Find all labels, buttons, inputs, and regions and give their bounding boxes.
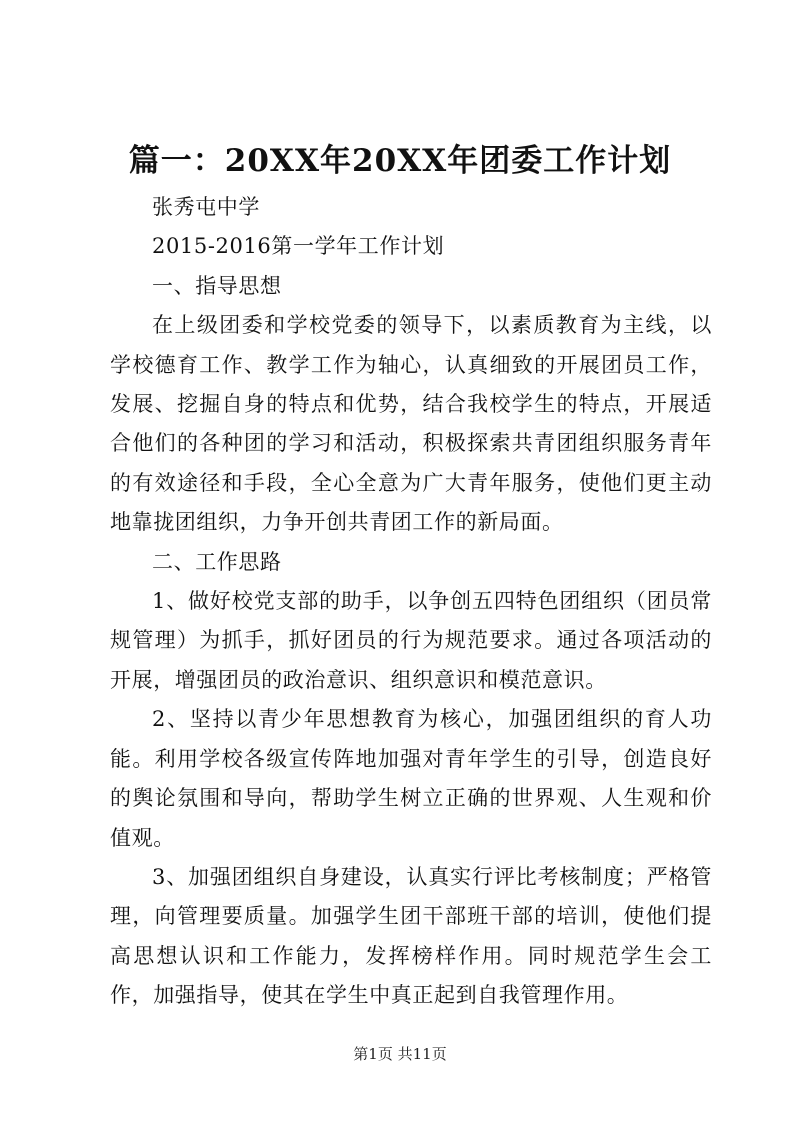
paragraph-item-3: 3、加强团组织自身建设，认真实行评比考核制度；严格管理，向管理要质量。加强学生团干部班干部的培训，使他们提高思想认识和工作能力，发挥榜样作用。同时规范学生会工作，加强指导，使其在学生中真正起到自我管理作用。 [110, 864, 712, 1008]
paragraph-item-1: 1、做好校党支部的助手，以争创五四特色团组织（团员常规管理）为抓手，抓好团员的行为规范要求。通过各项活动的开展，增强团员的政治意识、组织意识和模范意识。 [110, 589, 712, 692]
school-name: 张秀屯中学 [152, 195, 260, 219]
page-number-footer: 第1页 共11页 [353, 1045, 447, 1063]
document-title: 篇一：20XX年20XX年团委工作计划 [128, 143, 672, 179]
paragraph-item-2: 2、坚持以青少年思想教育为核心，加强团组织的育人功能。利用学校各级宣传阵地加强对青年学生的引导，创造良好的舆论氛围和导向，帮助学生树立正确的世界观、人生观和价值观。 [110, 707, 712, 850]
plan-subtitle: 2015-2016第一学年工作计划 [152, 234, 445, 259]
document-body [110, 188, 712, 1016]
paragraph-guiding-thought: 在上级团委和学校党委的领导下，以素质教育为主线，以学校德育工作、教学工作为轴心，认真细致的开展团员工作，发展、挖掘自身的特点和优势，结合我校学生的特点，开展适合他们的各种团的学习和活动，积极探索共青团组织服务青年的有效途径和手段，全心全意为广大青年服务，使他们更主动地靠拢团组织，力争开创共青团工作的新局面。 [110, 313, 712, 535]
section-heading-guiding-thought: 一、指导思想 [152, 273, 282, 298]
section-heading-work-approach: 二、工作思路 [152, 549, 282, 574]
